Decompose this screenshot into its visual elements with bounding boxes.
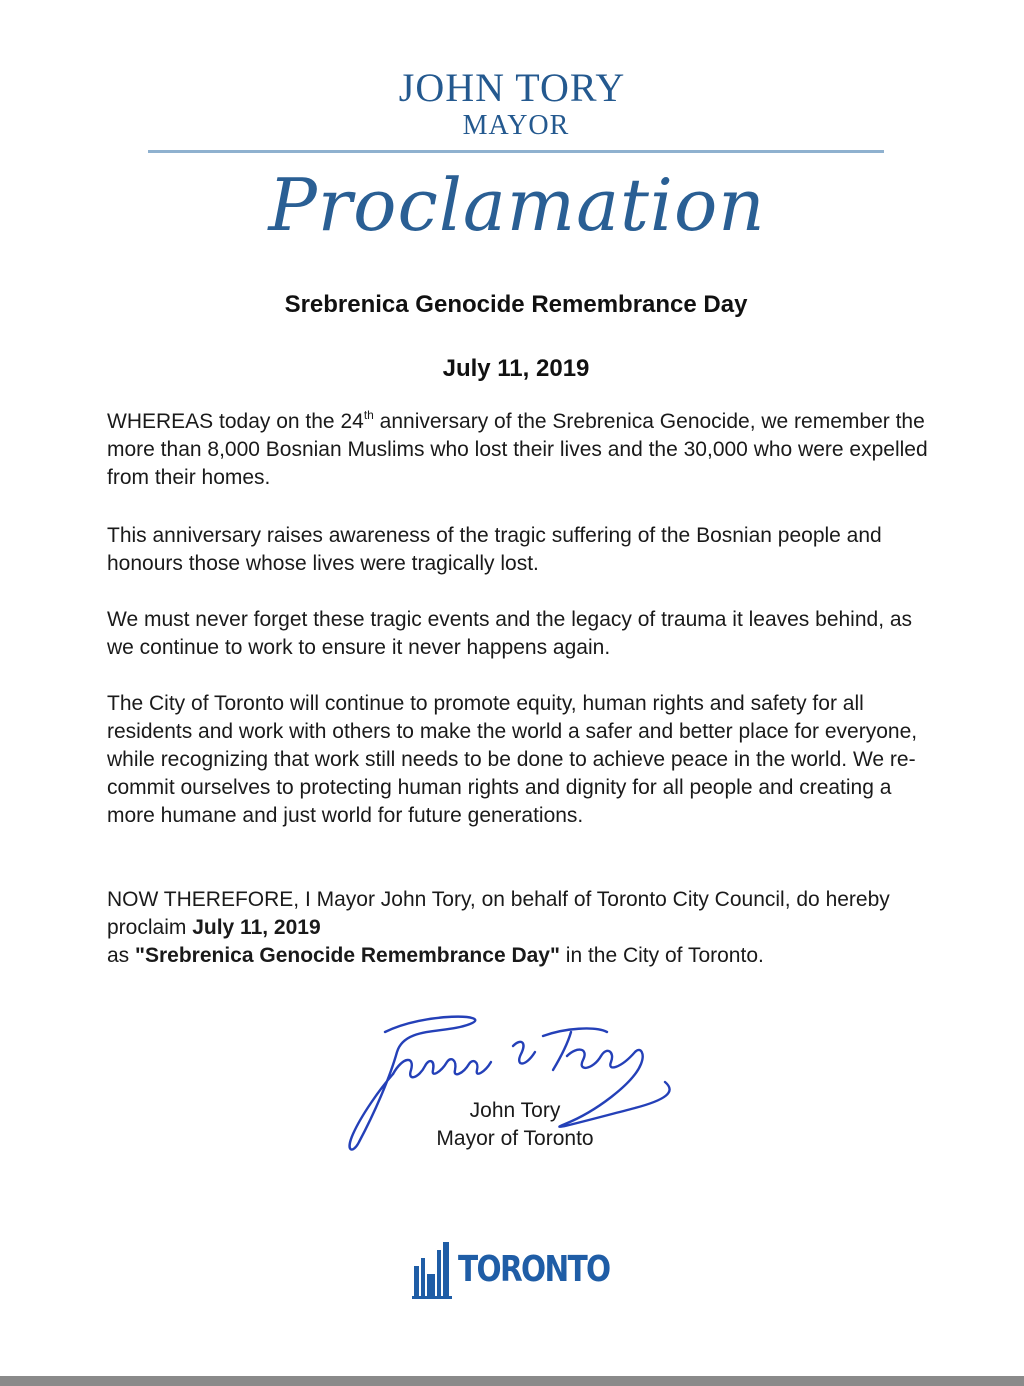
proclaimed-event: "Srebrenica Genocide Remembrance Day" [135,944,560,967]
letterhead-title: MAYOR [462,110,570,141]
paragraph-now-therefore [107,886,937,970]
signer-title: Mayor of Toronto [436,1127,594,1150]
proclaimed-date: July 11, 2019 [192,916,321,939]
now-therefore-end: in the City of Toronto. [559,944,764,967]
city-hall-icon [412,1240,460,1300]
event-date: July 11, 2019 [442,355,590,382]
paragraph-whereas-start: WHEREAS today on the 24 [107,410,364,433]
letterhead-divider [148,150,884,153]
now-therefore-text: NOW THEREFORE, I Mayor John Tory, on behalf of Toronto City Council, do hereby proclaim [107,888,890,939]
toronto-wordmark: TORONTO [458,1249,610,1290]
letterhead-name: JOHN TORY [398,65,626,110]
ordinal-suffix: th [363,408,374,422]
paragraph-awareness: This anniversary raises awareness of the tragic suffering of the Bosnian people and honours those whose lives were tragically lost. [107,524,882,575]
paragraph-city-commitment: The City of Toronto will continue to promote equity, human rights and safety for all residents and work with others to make the world a safer and better place for everyone, while recognizing that work still needs to be done to achieve peace in the world. We re-commit ourselves to protecting human rights and dignity for all people and creating a more humane and just world for future generations. [107,692,918,827]
signer-name: John Tory [469,1099,561,1122]
paragraph-never-forget: We must never forget these tragic events and the legacy of trauma it leaves behind, as we continue to work to ensure it never happens again. [107,608,913,659]
bottom-edge-bar [0,1376,1024,1386]
paragraph-whereas-end: anniversary of the Srebrenica Genocide, we remember the more than 8,000 Bosnian Muslims who lost their lives and the 30,000 who were expelled from their homes. [107,410,928,489]
document-type-heading: Proclamation [268,163,766,247]
toronto-logo [412,1240,622,1300]
paragraph-whereas [107,408,937,492]
now-therefore-as: as [107,944,136,967]
event-title: Srebrenica Genocide Remembrance Day [284,291,748,318]
